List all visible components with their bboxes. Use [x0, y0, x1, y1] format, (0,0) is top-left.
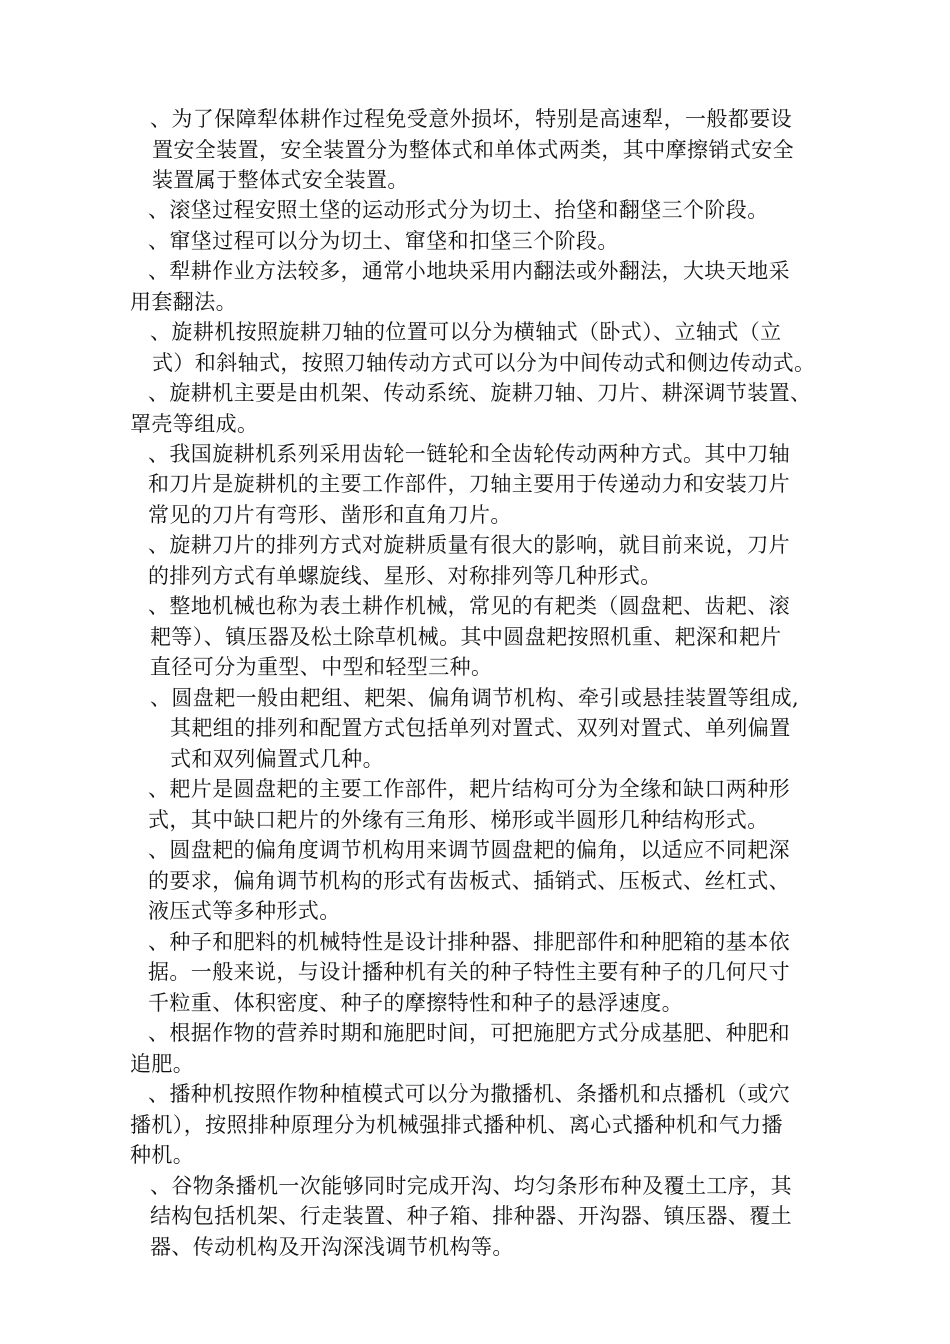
text-line: 结构包括机架、行走装置、种子箱、排种器、开沟器、镇压器、覆土	[150, 1204, 792, 1228]
text-line: 式和双列偏置式几种。	[170, 747, 384, 771]
text-line: 播机），按照排种原理分为机械强排式播种机、离心式播种机和气力播	[130, 1113, 783, 1137]
text-line: 直径可分为重型、中型和轻型三种。	[150, 655, 493, 679]
text-line: 罩壳等组成。	[130, 412, 259, 436]
text-line: 、整地机械也称为表土耕作机械，常见的有耙类（圆盘耙、齿耙、滚	[148, 594, 790, 618]
text-line: 、圆盘耙的偏角度调节机构用来调节圆盘耙的偏角，以适应不同耙深	[148, 838, 790, 862]
text-line: 据。一般来说，与设计播种机有关的种子特性主要有种子的几何尺寸	[148, 960, 790, 984]
text-line: 、犁耕作业方法较多，通常小地块采用内翻法或外翻法，大块天地采	[148, 259, 790, 283]
text-line: 、我国旋耕机系列采用齿轮一链轮和全齿轮传动两种方式。其中刀轴	[148, 442, 790, 466]
text-line: 、旋耕刀片的排列方式对旋耕质量有很大的影响，就目前来说，刀片	[148, 533, 790, 557]
text-line: 、旋耕机主要是由机架、传动系统、旋耕刀轴、刀片、耕深调节装置、	[148, 381, 812, 405]
text-line: 、播种机按照作物种植模式可以分为撒播机、条播机和点播机（或穴	[148, 1082, 790, 1106]
text-line: 液压式等多种形式。	[148, 899, 341, 923]
text-line: 的要求，偏角调节机构的形式有齿板式、插销式、压板式、丝杠式、	[148, 869, 790, 893]
text-line: 的排列方式有单螺旋线、星形、对称排列等几种形式。	[148, 564, 662, 588]
text-line: 、旋耕机按照旋耕刀轴的位置可以分为横轴式（卧式）、立轴式（立	[150, 320, 782, 344]
text-line: 置安全装置，安全装置分为整体式和单体式两类，其中摩擦销式安全	[152, 138, 794, 162]
text-line: 式）和斜轴式，按照刀轴传动方式可以分为中间传动式和侧边传动式。	[152, 351, 816, 375]
text-line: 、根据作物的营养时期和施肥时间，可把施肥方式分成基肥、种肥和	[148, 1021, 790, 1045]
text-line: 装置属于整体式安全装置。	[152, 168, 409, 192]
text-line: 、耙片是圆盘耙的主要工作部件，耙片结构可分为全缘和缺口两种形	[148, 777, 790, 801]
text-line: 、为了保障犁体耕作过程免受意外损坏，特别是高速犁，一般都要设	[150, 107, 792, 131]
text-line: 、谷物条播机一次能够同时完成开沟、均匀条形布种及覆土工序，其	[150, 1174, 792, 1198]
text-line: 、窜垡过程可以分为切土、窜垡和扣垡三个阶段。	[148, 229, 619, 253]
text-line: 和刀片是旋耕机的主要工作部件，刀轴主要用于传递动力和安装刀片	[148, 472, 790, 496]
text-line: 种机。	[130, 1143, 195, 1167]
text-line: 常见的刀片有弯形、凿形和直角刀片。	[148, 503, 512, 527]
text-line: 、滚垡过程安照土垡的运动形式分为切土、抬垡和翻垡三个阶段。	[148, 198, 769, 222]
text-line: 器、传动机构及开沟深浅调节机构等。	[150, 1235, 514, 1259]
text-line: 式，其中缺口耙片的外缘有三角形、梯形或半圆形几种结构形式。	[148, 808, 769, 832]
text-line: 追肥。	[130, 1052, 195, 1076]
text-line: 用套翻法。	[130, 290, 237, 314]
text-line: 千粒重、体积密度、种子的摩擦特性和种子的悬浮速度。	[148, 991, 683, 1015]
text-line: 、圆盘耙一般由耙组、耙架、偏角调节机构、牵引或悬挂装置等组成,	[150, 686, 800, 710]
text-line: 耙等）、镇压器及松土除草机械。其中圆盘耙按照机重、耙深和耙片	[150, 625, 782, 649]
text-line: 、种子和肥料的机械特性是设计排种器、排肥部件和种肥箱的基本依	[148, 930, 790, 954]
text-line: 其耙组的排列和配置方式包括单列对置式、双列对置式、单列偏置	[170, 716, 791, 740]
